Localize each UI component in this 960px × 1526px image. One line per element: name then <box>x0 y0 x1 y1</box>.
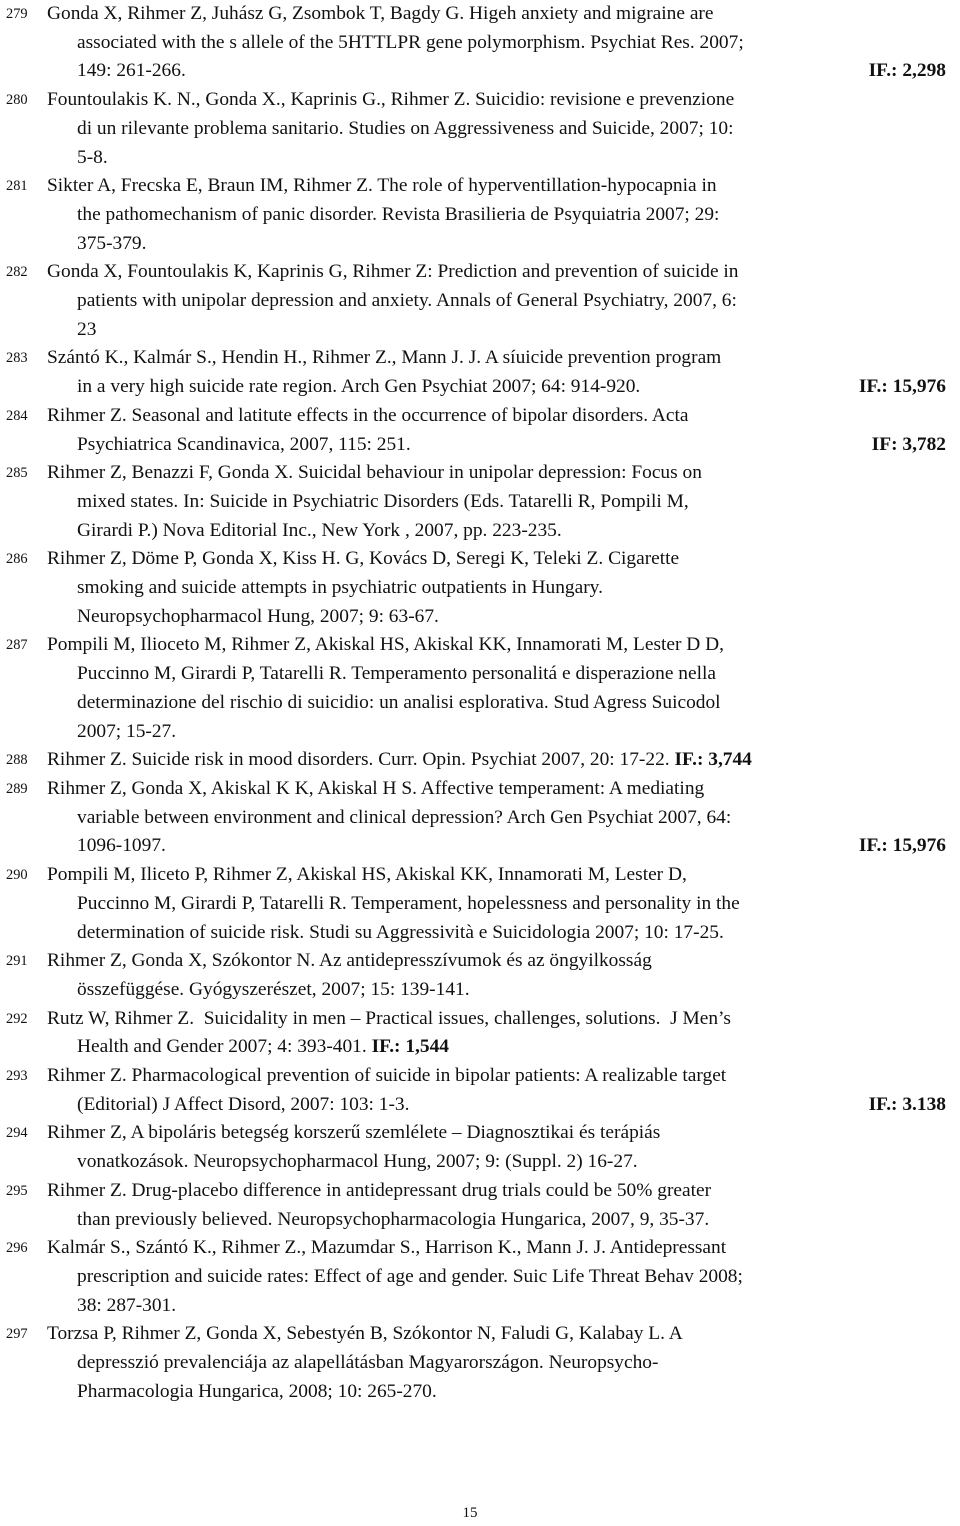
reference-text: in a very high suicide rate region. Arch Gen Psychiat 2007; 64: 914-920. <box>77 376 641 398</box>
reference-item <box>6 775 946 861</box>
reference-item <box>6 172 946 258</box>
reference-line: 5-8. <box>77 146 108 168</box>
reference-item <box>6 86 946 172</box>
reference-item <box>6 1062 946 1119</box>
reference-line <box>77 431 946 460</box>
reference-item <box>6 631 946 746</box>
reference-text: 149: 261-266. <box>77 60 186 82</box>
reference-line: prescription and suicide rates: Effect of age and gender. Suic Life Threat Behav 2008; <box>77 1265 743 1287</box>
page-number: 15 <box>462 1505 478 1521</box>
impact-factor: IF.: 15,976 <box>858 835 946 857</box>
reference-line <box>77 832 946 861</box>
reference-line: depresszió prevalenciája az alapellátásban Magyarországon. Neuropsycho- <box>77 1352 659 1374</box>
reference-line: 23 <box>77 318 97 340</box>
reference-number: 285 <box>6 465 28 482</box>
reference-line: Gonda X, Fountoulakis K, Kaprinis G, Rihmer Z: Prediction and prevention of suicide in <box>47 261 739 283</box>
reference-line <box>77 373 946 402</box>
reference-item <box>6 1119 946 1176</box>
reference-line: di un rilevante problema sanitario. Studies on Aggressiveness and Suicide, 2007; 10: <box>77 117 734 139</box>
reference-item <box>6 1234 946 1320</box>
reference-line: Rihmer Z. Pharmacological prevention of suicide in bipolar patients: A realizable target <box>47 1065 727 1087</box>
reference-line: 2007; 15-27. <box>77 720 177 742</box>
reference-line: Rihmer Z, Benazzi F, Gonda X. Suicidal behaviour in unipolar depression: Focus on <box>47 462 702 484</box>
reference-line: than previously believed. Neuropsychopharmacologia Hungarica, 2007, 9, 35-37. <box>77 1208 710 1230</box>
reference-item <box>6 0 946 86</box>
reference-number: 289 <box>6 780 28 797</box>
reference-number: 294 <box>6 1125 28 1142</box>
reference-line <box>77 1033 946 1062</box>
impact-factor: IF.: 3.138 <box>868 1093 946 1115</box>
impact-factor: IF.: 15,976 <box>858 376 946 398</box>
reference-line <box>47 746 946 775</box>
reference-line: determination of suicide risk. Studi su Aggressività e Suicidologia 2007; 10: 17-25. <box>77 921 724 943</box>
reference-line: patients with unipolar depression and anxiety. Annals of General Psychiatry, 2007, 6: <box>77 290 737 312</box>
reference-number: 297 <box>6 1326 28 1343</box>
reference-number: 292 <box>6 1010 28 1027</box>
reference-item <box>6 545 946 631</box>
reference-text: Rihmer Z. Suicide risk in mood disorders. Curr. Opin. Psychiat 2007, 20: 17-22. <box>47 749 670 771</box>
reference-line: Rihmer Z, Gonda X, Szókontor N. Az antidepresszívumok és az öngyilkosság <box>47 950 652 972</box>
reference-number: 291 <box>6 953 28 970</box>
reference-item <box>6 459 946 545</box>
reference-line: mixed states. In: Suicide in Psychiatric Disorders (Eds. Tatarelli R, Pompili M, <box>77 490 689 512</box>
reference-line: vonatkozások. Neuropsychopharmacol Hung, 2007; 9: (Suppl. 2) 16-27. <box>77 1151 638 1173</box>
reference-line: the pathomechanism of panic disorder. Revista Brasilieria de Psyquiatria 2007; 29: <box>77 203 720 225</box>
reference-line: Girardi P.) Nova Editorial Inc., New York , 2007, pp. 223-235. <box>77 519 562 541</box>
reference-number: 287 <box>6 637 28 654</box>
reference-number: 293 <box>6 1068 28 1085</box>
reference-text: Psychiatrica Scandinavica, 2007, 115: 251. <box>77 433 411 455</box>
reference-item <box>6 344 946 401</box>
reference-line: 375-379. <box>77 232 147 254</box>
reference-line: Rihmer Z, Döme P, Gonda X, Kiss H. G, Kovács D, Seregi K, Teleki Z. Cigarette <box>47 548 680 570</box>
reference-line: Pompili M, Iliceto P, Rihmer Z, Akiskal HS, Akiskal KK, Innamorati M, Lester D, <box>47 864 687 886</box>
reference-text: (Editorial) J Affect Disord, 2007: 103: 1-3. <box>77 1093 410 1115</box>
reference-line: Pharmacologia Hungarica, 2008; 10: 265-270. <box>77 1380 437 1402</box>
reference-line: Pompili M, Ilioceto M, Rihmer Z, Akiskal HS, Akiskal KK, Innamorati M, Lester D D, <box>47 634 724 656</box>
reference-number: 280 <box>6 92 28 109</box>
reference-line: Rihmer Z, A bipoláris betegség korszerű szemlélete – Diagnosztikai és terápiás <box>47 1122 661 1144</box>
reference-number: 288 <box>6 752 28 769</box>
reference-item <box>6 1177 946 1234</box>
reference-line: Gonda X, Rihmer Z, Juhász G, Zsombok T, Bagdy G. Higeh anxiety and migraine are <box>47 3 714 24</box>
reference-line: Kalmár S., Szántó K., Rihmer Z., Mazumdar S., Harrison K., Mann J. J. Antidepressant <box>47 1237 727 1259</box>
reference-line: Sikter A, Frecska E, Braun IM, Rihmer Z. The role of hyperventillation-hypocapnia in <box>47 175 717 197</box>
reference-list <box>6 0 946 1406</box>
reference-line: Torzsa P, Rihmer Z, Gonda X, Sebestyén B, Szókontor N, Faludi G, Kalabay L. A <box>47 1323 683 1345</box>
reference-number: 295 <box>6 1182 28 1199</box>
reference-line: Puccinno M, Girardi P, Tatarelli R. Temperamento personalitá e disperazione nella <box>77 663 716 685</box>
reference-item <box>6 402 946 459</box>
reference-line: variable between environment and clinical depression? Arch Gen Psychiat 2007, 64: <box>77 806 732 828</box>
impact-factor: IF: 3,782 <box>871 433 946 455</box>
reference-line: Rihmer Z. Drug-placebo difference in antidepressant drug trials could be 50% greater <box>47 1179 712 1201</box>
reference-number: 279 <box>6 6 28 22</box>
reference-item <box>6 1320 946 1406</box>
impact-factor: IF.: 2,298 <box>868 60 946 82</box>
reference-number: 284 <box>6 407 28 424</box>
reference-line: Fountoulakis K. N., Gonda X., Kaprinis G., Rihmer Z. Suicidio: revisione e prevenzione <box>47 89 735 111</box>
reference-line: determinazione del rischio di suicidio: un analisi esplorativa. Stud Agress Suicodol <box>77 691 721 713</box>
reference-line: associated with the s allele of the 5HTTLPR gene polymorphism. Psychiat Res. 2007; <box>77 31 744 53</box>
reference-item <box>6 947 946 1004</box>
reference-line: Rihmer Z, Gonda X, Akiskal K K, Akiskal H S. Affective temperament: A mediating <box>47 777 705 799</box>
reference-line <box>77 57 946 86</box>
reference-line: összefüggése. Gyógyszerészet, 2007; 15: 139-141. <box>77 978 470 1000</box>
reference-item <box>6 258 946 344</box>
impact-factor: IF.: 1,544 <box>371 1036 449 1058</box>
reference-line: 38: 287-301. <box>77 1294 177 1316</box>
reference-line: smoking and suicide attempts in psychiatric outpatients in Hungary. <box>77 577 603 599</box>
reference-text: Health and Gender 2007; 4: 393-401. <box>77 1036 367 1058</box>
reference-number: 296 <box>6 1240 28 1257</box>
reference-line: Puccinno M, Girardi P, Tatarelli R. Temperament, hopelessness and personality in the <box>77 892 740 914</box>
reference-number: 283 <box>6 350 28 367</box>
reference-number: 281 <box>6 178 28 195</box>
reference-number: 290 <box>6 867 28 884</box>
reference-text: 1096-1097. <box>77 835 166 857</box>
reference-item <box>6 1005 946 1062</box>
reference-item <box>6 746 946 775</box>
reference-line: Szántó K., Kalmár S., Hendin H., Rihmer Z., Mann J. J. A síuicide prevention program <box>47 347 722 369</box>
reference-number: 286 <box>6 551 28 568</box>
reference-item <box>6 861 946 947</box>
reference-line: Neuropsychopharmacol Hung, 2007; 9: 63-67. <box>77 605 439 627</box>
reference-number: 282 <box>6 264 28 281</box>
reference-line: Rutz W, Rihmer Z. Suicidality in men – Practical issues, challenges, solutions. J Men’s <box>47 1007 731 1029</box>
impact-factor: IF.: 3,744 <box>674 749 752 771</box>
reference-line <box>77 1091 946 1120</box>
reference-line: Rihmer Z. Seasonal and latitute effects in the occurrence of bipolar disorders. Acta <box>47 404 689 426</box>
